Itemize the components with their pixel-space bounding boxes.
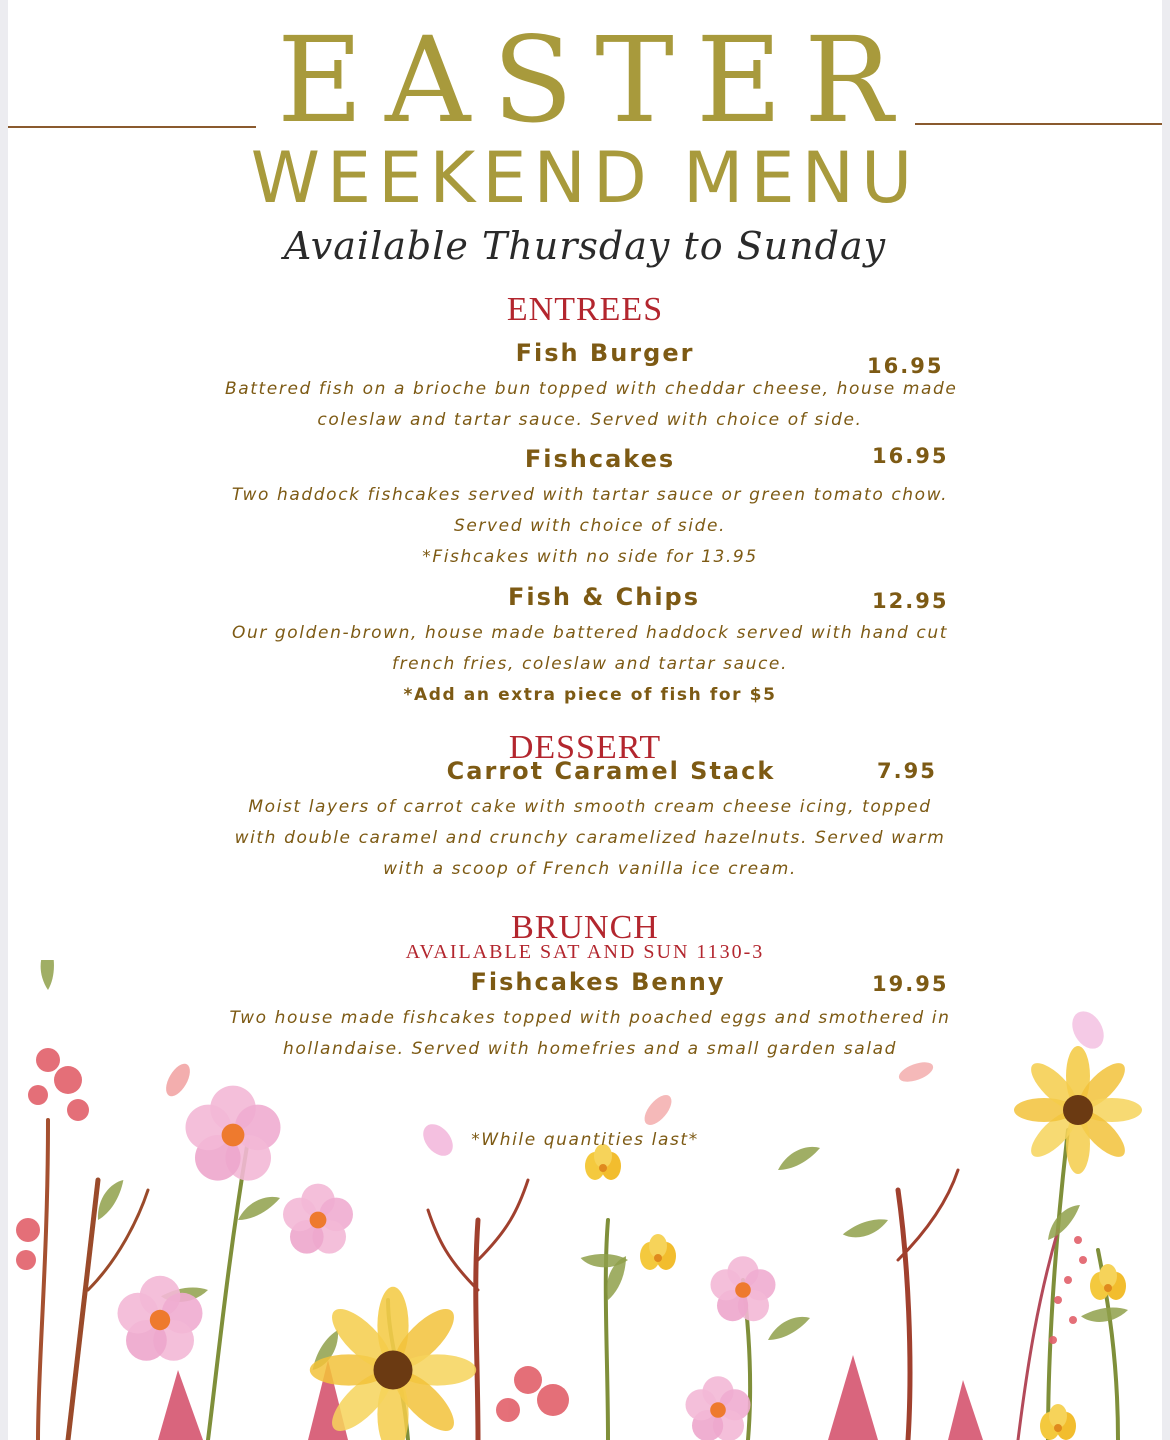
description-line: Our golden-brown, house made battered haddock served with hand cut xyxy=(231,623,949,643)
description-line: french fries, coleslaw and tartar sauce. xyxy=(392,654,788,674)
description-line: Served with choice of side. xyxy=(453,516,727,536)
item-price-fishcakes: 16.95 xyxy=(872,444,949,468)
description-line: Moist layers of carrot cake with smooth cream cheese icing, topped xyxy=(248,797,932,817)
quantities-note: *While quantities last* xyxy=(471,1130,699,1150)
item-price-fish-burger: 16.95 xyxy=(867,354,944,378)
item-name-carrot-caramel-stack: Carrot Caramel Stack xyxy=(446,757,776,785)
item-name-fishcakes: Fishcakes xyxy=(524,445,676,473)
menu-title-easter: EASTER xyxy=(277,11,915,149)
item-name-fishcakes-benny: Fishcakes Benny xyxy=(470,968,726,996)
menu-page xyxy=(8,0,1162,1440)
section-heading-brunch: BRUNCH xyxy=(511,909,659,946)
item-price-fish-and-chips: 12.95 xyxy=(872,589,949,613)
description-line: Two haddock fishcakes served with tartar sauce or green tomato chow. xyxy=(231,485,949,505)
page-edge-right xyxy=(1162,0,1170,1440)
section-heading-entrees: ENTREES xyxy=(506,291,664,328)
item-description-carrot-caramel-stack xyxy=(225,792,955,885)
item-description-fishcakes-benny xyxy=(225,1003,955,1065)
description-line: with double caramel and crunchy caramelized hazelnuts. Served warm xyxy=(234,828,946,848)
description-line: *Fishcakes with no side for 13.95 xyxy=(422,547,758,567)
description-line: with a scoop of French vanilla ice cream. xyxy=(383,859,797,879)
item-description-fishcakes xyxy=(225,480,955,573)
item-name-fish-and-chips: Fish & Chips xyxy=(507,583,701,611)
item-name-fish-burger: Fish Burger xyxy=(515,339,695,367)
item-description-fish-burger xyxy=(225,374,958,436)
availability-subtitle: Available Thursday to Sunday xyxy=(283,224,887,268)
description-line: hollandaise. Served with homefries and a small garden salad xyxy=(282,1039,898,1059)
description-line: Two house made fishcakes topped with poached eggs and smothered in xyxy=(229,1008,951,1028)
brunch-availability: AVAILABLE SAT AND SUN 1130-3 xyxy=(405,941,765,963)
item-price-carrot-caramel-stack: 7.95 xyxy=(877,759,937,783)
description-line: Battered fish on a brioche bun topped with cheddar cheese, house made xyxy=(225,379,958,399)
extra-fish-note: *Add an extra piece of fish for $5 xyxy=(403,685,777,705)
item-price-fishcakes-benny: 19.95 xyxy=(872,972,949,996)
section-heading-dessert: DESSERT xyxy=(508,729,662,766)
item-description-fish-and-chips xyxy=(225,618,955,711)
description-line: coleslaw and tartar sauce. Served with choice of side. xyxy=(317,410,863,430)
page-edge-left xyxy=(0,0,8,1440)
menu-title-weekend-menu: WEEKEND MENU xyxy=(250,137,920,219)
